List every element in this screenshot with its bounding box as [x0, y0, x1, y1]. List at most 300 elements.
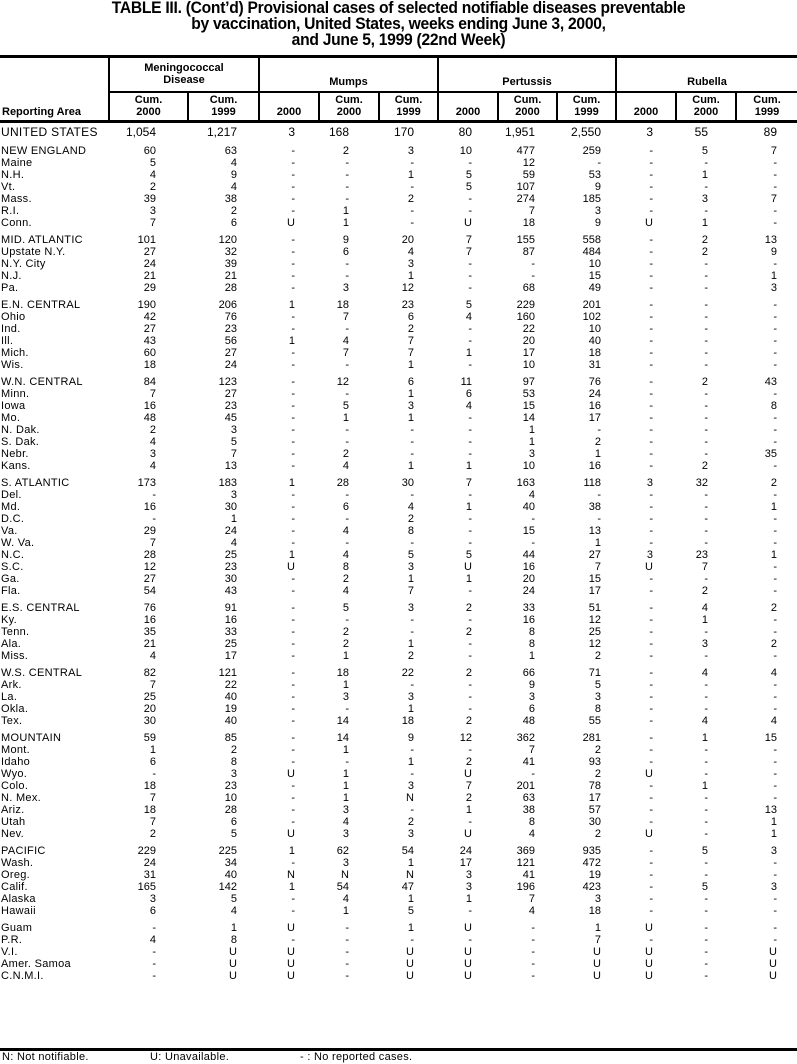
value-cell: 7 [342, 347, 349, 359]
table-row [0, 744, 797, 756]
value-cell: - [773, 388, 777, 400]
value-cell: - [773, 347, 777, 359]
value-cell: - [704, 335, 708, 347]
value-cell: - [773, 561, 777, 573]
reporting-area-cell: Ark. [1, 679, 22, 691]
value-cell: - [649, 157, 653, 169]
table-row [0, 193, 797, 205]
value-cell: - [345, 614, 349, 626]
reporting-area-cell: Guam [1, 922, 33, 934]
value-cell: - [773, 537, 777, 549]
value-cell: - [704, 869, 708, 881]
value-cell: 6 [407, 376, 414, 388]
value-cell: 163 [516, 477, 535, 489]
value-cell: 274 [516, 193, 535, 205]
value-cell: 7 [701, 561, 708, 573]
value-cell: 201 [516, 780, 535, 792]
value-cell: 5 [701, 845, 708, 857]
value-cell: 28 [224, 282, 237, 294]
value-cell: - [649, 424, 653, 436]
value-cell: U [406, 946, 414, 958]
value-cell: - [468, 282, 472, 294]
value-cell: - [291, 145, 295, 157]
value-cell: 9 [770, 246, 777, 258]
value-cell: - [773, 585, 777, 597]
value-cell: 2 [230, 744, 237, 756]
value-cell: 4 [230, 537, 237, 549]
table-row [0, 715, 797, 727]
value-cell: 59 [522, 169, 535, 181]
value-cell: 24 [588, 388, 601, 400]
value-cell: - [291, 412, 295, 424]
value-cell: - [704, 804, 708, 816]
reporting-area-cell: Ga. [1, 573, 20, 585]
value-cell: 27 [143, 573, 156, 585]
value-cell: 23 [401, 299, 414, 311]
reporting-area-cell: UNITED STATES [1, 125, 98, 139]
value-cell: - [468, 323, 472, 335]
value-cell: 120 [218, 234, 237, 246]
value-cell: 472 [582, 857, 601, 869]
value-cell: - [704, 525, 708, 537]
value-cell: 16 [522, 614, 535, 626]
value-cell: U [464, 922, 472, 934]
value-cell: - [704, 679, 708, 691]
value-cell: U [287, 922, 295, 934]
table-row [0, 400, 797, 412]
value-cell: 2 [342, 626, 349, 638]
value-cell: - [291, 816, 295, 828]
value-cell: - [291, 323, 295, 335]
value-cell: 142 [218, 881, 237, 893]
value-cell: 1 [342, 205, 349, 217]
value-cell: - [345, 270, 349, 282]
value-cell: 4 [342, 549, 349, 561]
value-cell: - [345, 436, 349, 448]
reporting-area-cell: Nebr. [1, 448, 29, 460]
value-cell: - [291, 585, 295, 597]
value-cell: 3 [230, 424, 237, 436]
value-cell: - [291, 234, 295, 246]
value-cell: 2 [770, 477, 777, 489]
table-row [0, 376, 797, 388]
value-cell: - [291, 792, 295, 804]
value-cell: 423 [582, 881, 601, 893]
value-cell: - [773, 323, 777, 335]
value-cell: U [464, 970, 472, 982]
value-cell: - [773, 857, 777, 869]
value-cell: 22 [401, 667, 414, 679]
value-cell: 1 [770, 816, 777, 828]
value-cell: 40 [588, 335, 601, 347]
value-cell: 29 [143, 282, 156, 294]
value-cell: 1 [230, 922, 237, 934]
value-cell: 2 [465, 792, 472, 804]
value-cell: 24 [522, 585, 535, 597]
value-cell: 41 [522, 756, 535, 768]
value-cell: 32 [695, 477, 708, 489]
value-cell: - [291, 614, 295, 626]
value-cell: - [649, 691, 653, 703]
value-cell: 102 [582, 311, 601, 323]
value-cell: 484 [582, 246, 601, 258]
value-cell: 3 [528, 691, 535, 703]
value-cell: 18 [143, 804, 156, 816]
value-cell: - [468, 703, 472, 715]
value-cell: 3 [407, 828, 414, 840]
table-row [0, 270, 797, 282]
value-cell: 18 [588, 905, 601, 917]
value-cell: 25 [224, 638, 237, 650]
value-cell: - [531, 270, 535, 282]
value-cell: - [531, 946, 535, 958]
value-cell: 5 [230, 436, 237, 448]
value-cell: 28 [336, 477, 349, 489]
value-cell: 43 [224, 585, 237, 597]
value-cell: 2 [594, 744, 601, 756]
value-cell: - [291, 448, 295, 460]
group-label: Meningococcal [144, 62, 224, 74]
col-header: 2000 [455, 106, 481, 118]
table-row [0, 157, 797, 169]
value-cell: 229 [516, 299, 535, 311]
value-cell: 76 [224, 311, 237, 323]
reporting-area-cell: N.H. [1, 169, 25, 181]
value-cell: 31 [588, 359, 601, 371]
value-cell: - [649, 335, 653, 347]
value-cell: - [649, 857, 653, 869]
value-cell: 53 [588, 169, 601, 181]
reporting-area-cell: N.J. [1, 270, 22, 282]
value-cell: 40 [224, 869, 237, 881]
value-cell: - [468, 270, 472, 282]
reporting-area-cell: Md. [1, 501, 21, 513]
value-cell: 33 [522, 602, 535, 614]
value-cell: 4 [465, 400, 472, 412]
value-cell: 1 [701, 614, 708, 626]
value-cell: - [152, 768, 156, 780]
value-cell: 21 [143, 638, 156, 650]
value-cell: U [645, 561, 653, 573]
value-cell: - [704, 282, 708, 294]
value-cell: - [649, 780, 653, 792]
value-cell: - [291, 732, 295, 744]
value-cell: - [773, 691, 777, 703]
value-cell: - [649, 744, 653, 756]
value-cell: 1 [465, 347, 472, 359]
value-cell: - [291, 347, 295, 359]
table-row [0, 460, 797, 472]
value-cell: - [345, 157, 349, 169]
value-cell: - [410, 436, 414, 448]
value-cell: U [769, 946, 777, 958]
reporting-area-cell: N.C. [1, 549, 25, 561]
value-cell: - [291, 169, 295, 181]
table-row [0, 234, 797, 246]
table-row [0, 359, 797, 371]
group-mumps: Mumps [329, 76, 368, 88]
value-cell: 9 [230, 169, 237, 181]
value-cell: 2 [701, 234, 708, 246]
value-cell: 1 [407, 857, 414, 869]
value-cell: 38 [522, 804, 535, 816]
value-cell: 2 [701, 460, 708, 472]
value-cell: - [704, 513, 708, 525]
value-cell: - [291, 756, 295, 768]
value-cell: 25 [588, 626, 601, 638]
value-cell: 4 [701, 715, 708, 727]
value-cell: - [531, 258, 535, 270]
value-cell: 43 [143, 335, 156, 347]
value-cell: - [649, 650, 653, 662]
value-cell: 62 [336, 845, 349, 857]
value-cell: 24 [224, 359, 237, 371]
value-cell: 107 [516, 181, 535, 193]
value-cell: U [464, 946, 472, 958]
value-cell: 15 [764, 732, 777, 744]
value-cell: 8 [770, 400, 777, 412]
value-cell: 1 [342, 792, 349, 804]
value-cell: 20 [522, 335, 535, 347]
footnote-u: U: Unavailable. [150, 1051, 230, 1063]
value-cell: 2 [701, 246, 708, 258]
value-cell: 6 [230, 816, 237, 828]
value-cell: 1,054 [125, 125, 156, 139]
value-cell: 59 [143, 732, 156, 744]
reporting-area-cell: Fla. [1, 585, 21, 597]
value-cell: 4 [407, 501, 414, 513]
reporting-area-cell: Amer. Samoa [1, 958, 71, 970]
value-cell: - [345, 323, 349, 335]
value-cell: U [464, 958, 472, 970]
value-cell: - [410, 768, 414, 780]
value-cell: - [531, 922, 535, 934]
value-cell: 4 [701, 667, 708, 679]
reporting-area-cell: Colo. [1, 780, 29, 792]
table-row [0, 703, 797, 715]
table-row [0, 845, 797, 857]
value-cell: - [649, 246, 653, 258]
value-cell: 51 [588, 602, 601, 614]
value-cell: U [287, 970, 295, 982]
value-cell: 259 [582, 145, 601, 157]
value-cell: - [410, 448, 414, 460]
value-cell: 1 [407, 756, 414, 768]
value-cell: - [468, 205, 472, 217]
value-cell: 1 [770, 501, 777, 513]
value-cell: 9 [407, 732, 414, 744]
reporting-area-cell: Miss. [1, 650, 29, 662]
value-cell: U [645, 958, 653, 970]
value-cell: 16 [588, 400, 601, 412]
value-cell: 3 [342, 804, 349, 816]
reporting-area-cell: W. Va. [1, 537, 35, 549]
value-cell: - [468, 436, 472, 448]
value-cell: - [468, 513, 472, 525]
value-cell: - [704, 501, 708, 513]
value-cell: 3 [594, 893, 601, 905]
value-cell: - [152, 970, 156, 982]
value-cell: 8 [594, 703, 601, 715]
table-row [0, 205, 797, 217]
value-cell: - [704, 299, 708, 311]
value-cell: 7 [594, 934, 601, 946]
col-header: Cum. 2000 [692, 94, 720, 118]
value-cell: 38 [224, 193, 237, 205]
value-cell: - [649, 756, 653, 768]
value-cell: 281 [582, 732, 601, 744]
value-cell: - [704, 181, 708, 193]
value-cell: - [773, 792, 777, 804]
value-cell: 23 [224, 323, 237, 335]
footnote-n: N: Not notifiable. [2, 1051, 89, 1063]
value-cell: 3 [407, 258, 414, 270]
value-cell: - [468, 157, 472, 169]
value-cell: 7 [770, 193, 777, 205]
value-cell: N [341, 869, 349, 881]
value-cell: 2 [149, 181, 156, 193]
title-line-1: TABLE III. (Cont’d) Provisional cases of selected notifiable diseases preventable [111, 0, 686, 17]
value-cell: 1 [528, 436, 535, 448]
reporting-area-cell: E.S. CENTRAL [1, 602, 80, 614]
value-cell: 12 [588, 614, 601, 626]
group-rubella: Rubella [687, 76, 727, 88]
value-cell: - [345, 489, 349, 501]
value-cell: 12 [336, 376, 349, 388]
value-cell: 477 [516, 145, 535, 157]
value-cell: 1 [528, 424, 535, 436]
value-cell: 201 [582, 299, 601, 311]
table-row [0, 424, 797, 436]
value-cell: 3 [770, 881, 777, 893]
value-cell: 23 [695, 549, 708, 561]
value-cell: - [704, 816, 708, 828]
reporting-area-cell: Ill. [1, 335, 14, 347]
reporting-area-cell: Hawaii [1, 905, 36, 917]
value-cell: - [773, 205, 777, 217]
reporting-area-cell: S. Dak. [1, 436, 40, 448]
value-cell: 24 [143, 857, 156, 869]
reporting-area-cell: Va. [1, 525, 18, 537]
value-cell: - [704, 905, 708, 917]
table-row [0, 958, 797, 970]
reporting-area-cell: Calif. [1, 881, 28, 893]
reporting-area-cell: Tenn. [1, 626, 30, 638]
value-cell: - [410, 217, 414, 229]
value-cell: U [645, 768, 653, 780]
reporting-area-cell: Utah [1, 816, 26, 828]
value-cell: 5 [465, 299, 472, 311]
value-cell: 1 [342, 412, 349, 424]
value-cell: 8 [528, 638, 535, 650]
value-cell: - [152, 513, 156, 525]
value-cell: - [649, 234, 653, 246]
value-cell: 362 [516, 732, 535, 744]
value-cell: 18 [143, 780, 156, 792]
reporting-area-cell: Mich. [1, 347, 29, 359]
table-row [0, 585, 797, 597]
value-cell: 85 [224, 732, 237, 744]
value-cell: 1 [288, 549, 295, 561]
value-cell: - [410, 424, 414, 436]
table-row [0, 816, 797, 828]
value-cell: 23 [224, 561, 237, 573]
value-cell: 54 [143, 585, 156, 597]
value-cell: 6 [230, 217, 237, 229]
table-row [0, 436, 797, 448]
value-cell: 185 [582, 193, 601, 205]
value-cell: 2 [465, 626, 472, 638]
value-cell: - [468, 744, 472, 756]
value-cell: 2 [407, 193, 414, 205]
value-cell: - [704, 270, 708, 282]
value-cell: 17 [522, 347, 535, 359]
value-cell: - [291, 246, 295, 258]
value-cell: - [649, 513, 653, 525]
value-cell: 1 [528, 650, 535, 662]
value-cell: 10 [522, 460, 535, 472]
table-row [0, 181, 797, 193]
value-cell: - [704, 768, 708, 780]
value-cell: 2 [465, 715, 472, 727]
reporting-area-cell: Wyo. [1, 768, 28, 780]
value-cell: - [345, 181, 349, 193]
value-cell: - [345, 934, 349, 946]
value-cell: 5 [342, 400, 349, 412]
value-cell: 19 [588, 869, 601, 881]
value-cell: 7 [149, 217, 156, 229]
value-cell: - [649, 448, 653, 460]
value-cell: 54 [336, 881, 349, 893]
table-row [0, 667, 797, 679]
value-cell: 3 [288, 125, 295, 139]
value-cell: - [291, 715, 295, 727]
value-cell: - [291, 489, 295, 501]
value-cell: - [704, 626, 708, 638]
value-cell: 91 [224, 602, 237, 614]
value-cell: 1 [288, 477, 295, 489]
value-cell: - [291, 181, 295, 193]
value-cell: - [291, 258, 295, 270]
value-cell: - [704, 436, 708, 448]
value-cell: 40 [224, 691, 237, 703]
table-row [0, 922, 797, 934]
value-cell: - [291, 157, 295, 169]
title-line-3: and June 5, 1999 (22nd Week) [291, 30, 506, 49]
value-cell: - [291, 857, 295, 869]
value-cell: 1 [465, 460, 472, 472]
value-cell: - [704, 756, 708, 768]
value-cell: - [291, 780, 295, 792]
value-cell: - [773, 922, 777, 934]
reporting-area-cell: MID. ATLANTIC [1, 234, 83, 246]
reporting-area-cell: R.I. [1, 205, 20, 217]
value-cell: 15 [588, 270, 601, 282]
value-cell: 2 [594, 650, 601, 662]
value-cell: 4 [342, 585, 349, 597]
value-cell: 20 [522, 573, 535, 585]
value-cell: U [229, 970, 237, 982]
value-cell: 2 [342, 145, 349, 157]
value-cell: - [649, 602, 653, 614]
value-cell: - [704, 311, 708, 323]
value-cell: - [649, 205, 653, 217]
value-cell: - [291, 679, 295, 691]
reporting-area-cell: Del. [1, 489, 22, 501]
value-cell: 9 [342, 234, 349, 246]
value-cell: - [704, 970, 708, 982]
value-cell: 97 [522, 376, 535, 388]
